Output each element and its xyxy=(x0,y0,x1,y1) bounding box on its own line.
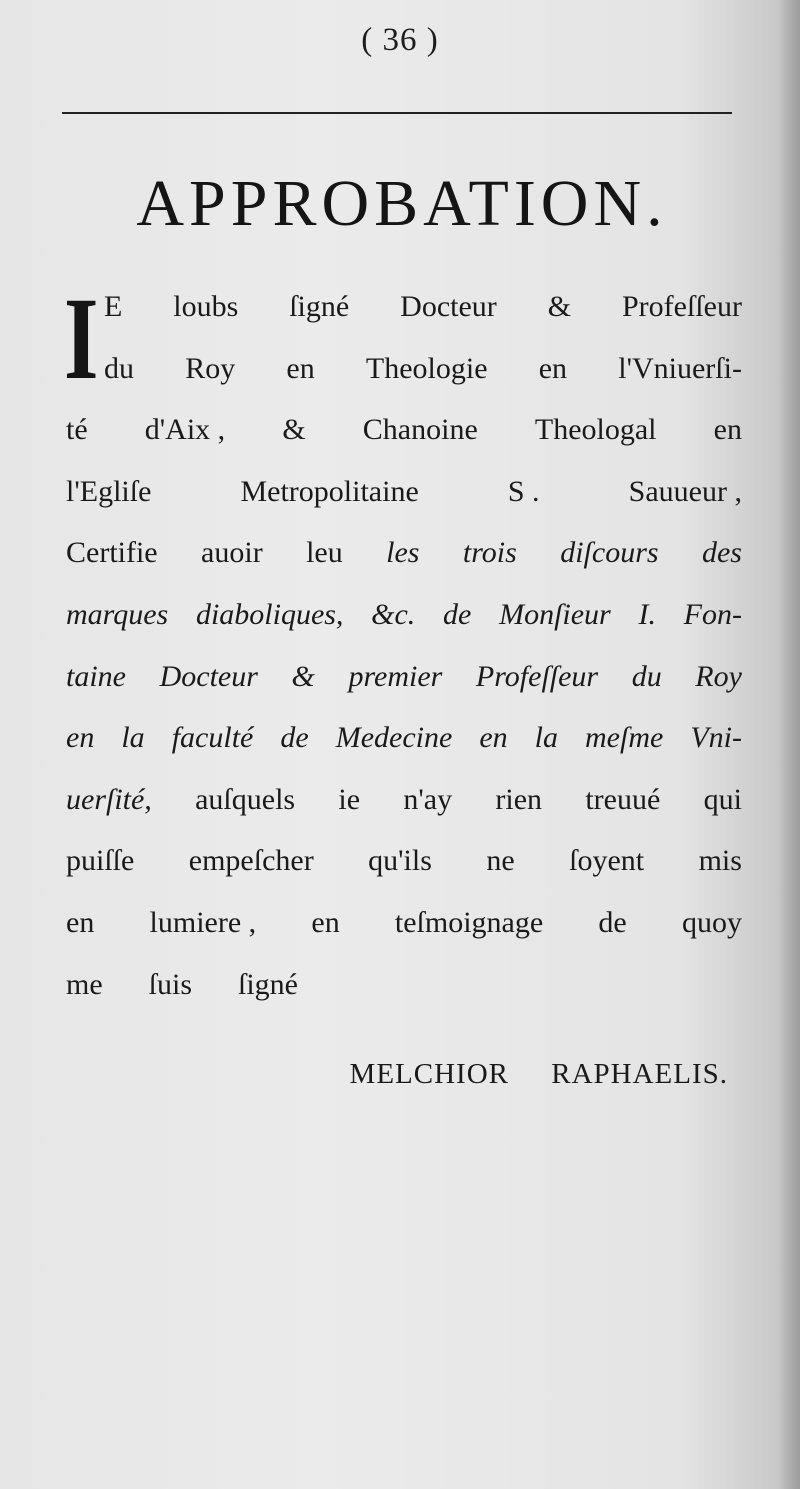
word: auſquels xyxy=(195,782,296,816)
word: empeſcher xyxy=(188,844,314,878)
drop-cap: I xyxy=(64,273,99,404)
word: I. xyxy=(638,597,656,631)
signature: MELCHIOR RAPHAELIS. xyxy=(349,1058,728,1090)
word: ſoyent xyxy=(569,844,645,878)
word: auoir xyxy=(201,536,263,570)
text-line xyxy=(66,338,742,400)
word: d'Aix , xyxy=(144,413,226,447)
word: Monſieur xyxy=(499,597,611,631)
word: n'ay xyxy=(403,782,453,816)
word: Fon- xyxy=(683,597,742,631)
text-line xyxy=(66,707,742,769)
word: en xyxy=(713,413,742,447)
approbation-text xyxy=(64,273,742,1015)
text-line xyxy=(66,461,742,523)
text-line xyxy=(66,276,742,338)
text-line xyxy=(66,522,742,584)
word: en xyxy=(286,351,315,385)
word: Docteur xyxy=(400,290,497,323)
text-line xyxy=(66,954,742,1016)
word: en xyxy=(311,905,340,939)
header-rule xyxy=(62,112,732,114)
text-line xyxy=(66,892,742,954)
word: ſigné xyxy=(289,290,350,323)
word: me xyxy=(66,967,103,1001)
word: qui xyxy=(703,782,742,816)
word: diſcours xyxy=(560,536,659,570)
text-line xyxy=(66,584,742,646)
word: taine xyxy=(66,659,126,693)
word: Profeſſeur xyxy=(622,290,742,323)
word: S . xyxy=(507,474,540,508)
word: ne xyxy=(486,844,515,878)
word: Certifie xyxy=(66,536,158,570)
word: de xyxy=(443,597,472,631)
word: la xyxy=(121,721,145,755)
word: diaboliques, xyxy=(195,597,344,631)
word: Medecine xyxy=(335,721,453,755)
word: teſmoignage xyxy=(394,905,544,939)
word: les xyxy=(386,536,420,570)
text-line xyxy=(66,830,742,892)
word: en xyxy=(66,905,95,939)
word: ſuis xyxy=(148,967,193,1001)
text-line xyxy=(66,769,742,831)
word: treuué xyxy=(585,782,661,816)
word: Profeſſeur xyxy=(475,659,599,693)
word: l'Egliſe xyxy=(66,474,152,508)
word: des xyxy=(701,536,742,570)
word: faculté xyxy=(171,721,254,755)
word: l'Vniuerſi- xyxy=(618,351,742,385)
word: de xyxy=(598,905,627,939)
word: quoy xyxy=(681,905,742,939)
page-edge-shadow xyxy=(778,0,800,1489)
word: en xyxy=(66,721,95,755)
word: du xyxy=(631,659,662,693)
word: lumiere , xyxy=(149,905,257,939)
word: Sauueur , xyxy=(628,474,742,508)
word: E xyxy=(104,290,123,323)
page-number: ( 36 ) xyxy=(361,22,439,58)
word: marques xyxy=(66,597,169,631)
word: en xyxy=(479,721,508,755)
word: uerſité, xyxy=(66,782,152,816)
word: premier xyxy=(348,659,443,693)
word: meſme xyxy=(585,721,664,755)
word: Roy xyxy=(695,659,742,693)
word: du xyxy=(104,351,134,385)
word: ſigné xyxy=(238,967,299,1001)
word: rien xyxy=(495,782,543,816)
word: mis xyxy=(698,844,742,878)
word: qu'ils xyxy=(368,844,432,878)
text-line xyxy=(66,646,742,708)
word: loubs xyxy=(173,290,239,323)
page-title: APPROBATION. xyxy=(136,167,668,240)
word: Chanoine xyxy=(362,413,478,447)
word: & xyxy=(291,659,315,693)
word: de xyxy=(280,721,309,755)
word: leu xyxy=(306,536,343,570)
word: en xyxy=(538,351,568,385)
word: Roy xyxy=(185,351,236,385)
word: Theologie xyxy=(365,351,488,385)
word: trois xyxy=(462,536,517,570)
word: Theologal xyxy=(534,413,657,447)
word: Docteur xyxy=(159,659,258,693)
word: puiſſe xyxy=(66,844,135,878)
text-line xyxy=(66,399,742,461)
word: &c. xyxy=(371,597,416,631)
word: la xyxy=(534,721,558,755)
word: Metropolitaine xyxy=(240,474,419,508)
word: & xyxy=(547,290,572,323)
word: Vni- xyxy=(690,721,742,755)
word: & xyxy=(282,413,306,447)
word: ie xyxy=(338,782,361,816)
word: té xyxy=(66,413,88,447)
